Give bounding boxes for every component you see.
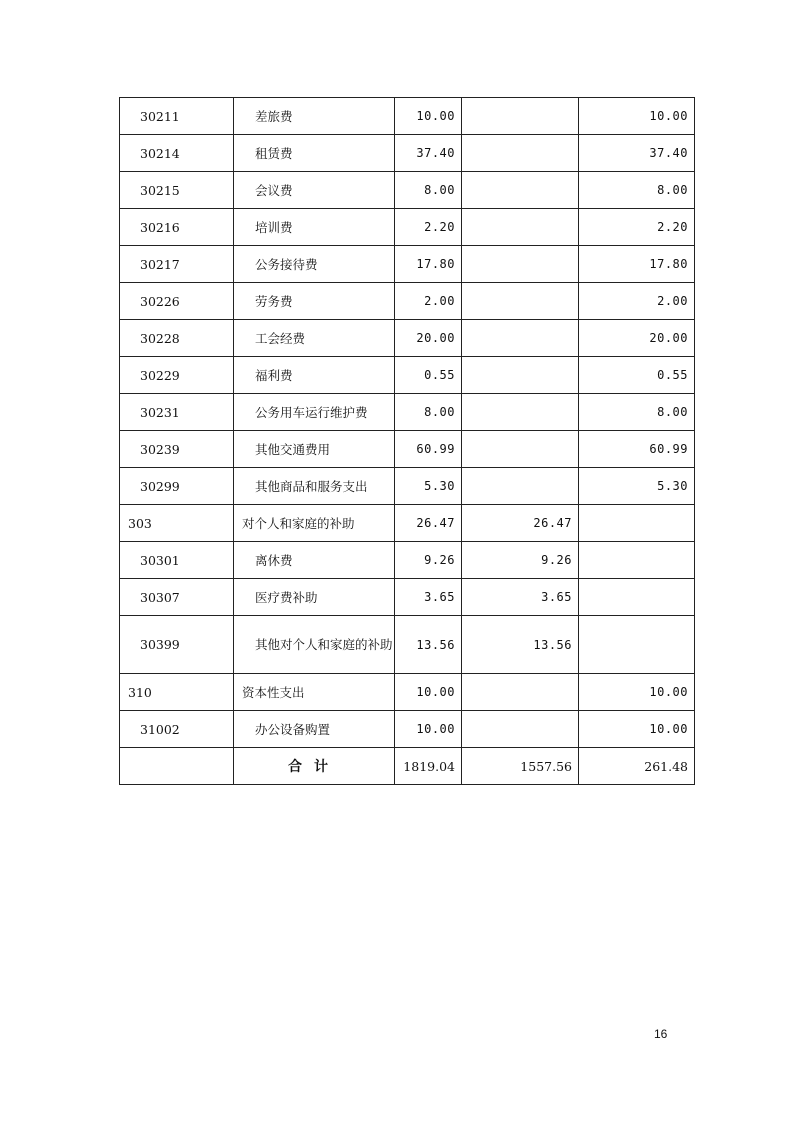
project-cell: 10.00	[579, 711, 695, 748]
name-cell: 租赁费	[234, 135, 395, 172]
project-cell: 17.80	[579, 246, 695, 283]
code-cell: 30211	[120, 98, 234, 135]
total-cell: 10.00	[395, 98, 462, 135]
project-cell: 5.30	[579, 468, 695, 505]
code-cell: 30307	[120, 579, 234, 616]
name-cell: 其他对个人和家庭的补助	[234, 616, 395, 674]
code-cell: 30399	[120, 616, 234, 674]
project-cell	[579, 616, 695, 674]
name-cell: 会议费	[234, 172, 395, 209]
basic-cell	[462, 172, 579, 209]
name-cell: 福利费	[234, 357, 395, 394]
table-row	[120, 320, 695, 357]
basic-cell	[462, 431, 579, 468]
total-cell: 3.65	[395, 579, 462, 616]
name-cell: 资本性支出	[234, 674, 395, 711]
basic-cell	[462, 357, 579, 394]
project-cell	[579, 542, 695, 579]
basic-cell: 3.65	[462, 579, 579, 616]
name-cell: 离休费	[234, 542, 395, 579]
total-amount: 1819.04	[395, 748, 462, 785]
basic-cell	[462, 468, 579, 505]
name-cell: 劳务费	[234, 283, 395, 320]
code-cell: 30239	[120, 431, 234, 468]
name-cell: 公务接待费	[234, 246, 395, 283]
total-cell: 2.20	[395, 209, 462, 246]
project-cell: 8.00	[579, 394, 695, 431]
project-cell	[579, 579, 695, 616]
table-row	[120, 579, 695, 616]
total-cell: 60.99	[395, 431, 462, 468]
total-cell: 17.80	[395, 246, 462, 283]
name-cell: 工会经费	[234, 320, 395, 357]
basic-cell	[462, 135, 579, 172]
total-cell: 0.55	[395, 357, 462, 394]
table-row	[120, 711, 695, 748]
table-row	[120, 616, 695, 674]
project-cell: 60.99	[579, 431, 695, 468]
table-row	[120, 542, 695, 579]
expenditure-table	[119, 97, 695, 785]
table-row	[120, 394, 695, 431]
basic-cell: 9.26	[462, 542, 579, 579]
table-body	[120, 98, 695, 748]
basic-cell: 26.47	[462, 505, 579, 542]
basic-cell	[462, 209, 579, 246]
code-cell: 310	[120, 674, 234, 711]
total-cell: 2.00	[395, 283, 462, 320]
code-cell: 30215	[120, 172, 234, 209]
code-cell: 303	[120, 505, 234, 542]
table-row	[120, 674, 695, 711]
name-cell: 其他商品和服务支出	[234, 468, 395, 505]
total-project: 261.48	[579, 748, 695, 785]
name-cell: 对个人和家庭的补助	[234, 505, 395, 542]
total-cell: 13.56	[395, 616, 462, 674]
total-cell: 37.40	[395, 135, 462, 172]
total-cell: 8.00	[395, 394, 462, 431]
name-cell: 培训费	[234, 209, 395, 246]
table-row	[120, 135, 695, 172]
table-row	[120, 172, 695, 209]
table-row	[120, 98, 695, 135]
project-cell: 10.00	[579, 674, 695, 711]
basic-cell	[462, 394, 579, 431]
code-cell: 30217	[120, 246, 234, 283]
basic-cell: 13.56	[462, 616, 579, 674]
code-cell: 30226	[120, 283, 234, 320]
total-cell: 9.26	[395, 542, 462, 579]
total-cell: 20.00	[395, 320, 462, 357]
page-number: 16	[654, 1027, 668, 1041]
project-cell: 0.55	[579, 357, 695, 394]
table-row	[120, 283, 695, 320]
code-cell: 30299	[120, 468, 234, 505]
name-cell: 公务用车运行维护费	[234, 394, 395, 431]
project-cell: 10.00	[579, 98, 695, 135]
project-cell: 20.00	[579, 320, 695, 357]
project-cell: 8.00	[579, 172, 695, 209]
project-cell	[579, 505, 695, 542]
basic-cell	[462, 320, 579, 357]
table-row	[120, 468, 695, 505]
name-cell: 其他交通费用	[234, 431, 395, 468]
project-cell: 2.00	[579, 283, 695, 320]
basic-cell	[462, 283, 579, 320]
basic-cell	[462, 711, 579, 748]
code-cell: 30301	[120, 542, 234, 579]
total-row	[120, 748, 695, 785]
name-cell: 办公设备购置	[234, 711, 395, 748]
table-row	[120, 246, 695, 283]
project-cell: 2.20	[579, 209, 695, 246]
total-label: 合计	[234, 748, 395, 785]
basic-cell	[462, 674, 579, 711]
project-cell: 37.40	[579, 135, 695, 172]
table-row	[120, 357, 695, 394]
total-cell: 10.00	[395, 674, 462, 711]
table-row	[120, 209, 695, 246]
code-cell: 30229	[120, 357, 234, 394]
total-cell: 5.30	[395, 468, 462, 505]
name-cell: 医疗费补助	[234, 579, 395, 616]
total-code-cell	[120, 748, 234, 785]
code-cell: 30231	[120, 394, 234, 431]
code-cell: 30216	[120, 209, 234, 246]
total-cell: 26.47	[395, 505, 462, 542]
code-cell: 31002	[120, 711, 234, 748]
code-cell: 30228	[120, 320, 234, 357]
total-cell: 10.00	[395, 711, 462, 748]
basic-cell	[462, 246, 579, 283]
code-cell: 30214	[120, 135, 234, 172]
basic-cell	[462, 98, 579, 135]
total-basic: 1557.56	[462, 748, 579, 785]
name-cell: 差旅费	[234, 98, 395, 135]
total-cell: 8.00	[395, 172, 462, 209]
table-row	[120, 505, 695, 542]
table-row	[120, 431, 695, 468]
